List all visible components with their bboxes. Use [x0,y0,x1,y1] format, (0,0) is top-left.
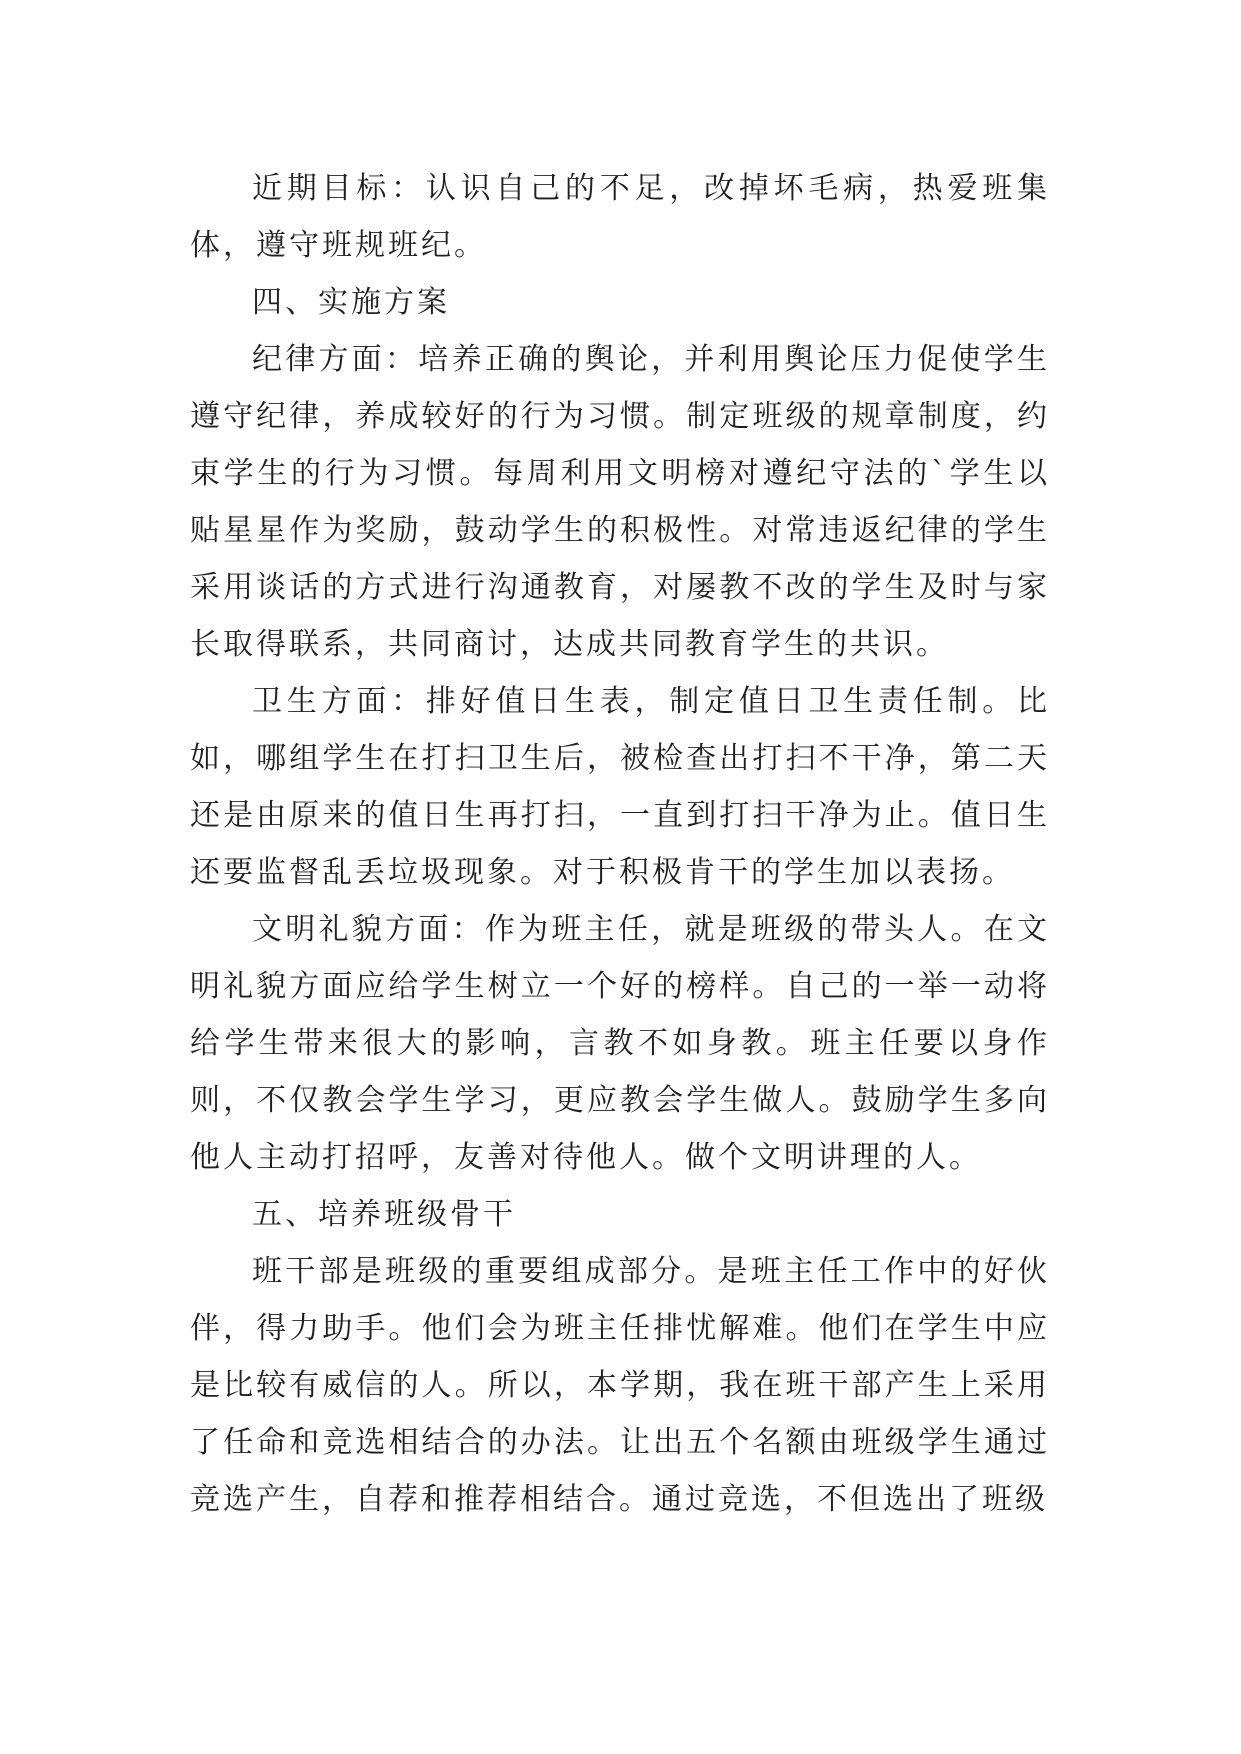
paragraph-near-term-goal: 近期目标：认识自己的不足，改掉坏毛病，热爱班集体，遵守班规班纪。 [190,171,1050,263]
section-heading-implementation-plan: 四、实施方案 [252,285,450,320]
paragraph-civility: 文明礼貌方面：作为班主任，就是班级的带头人。在文明礼貌方面应给学生树立一个好的榜样。自己的一举一动将给学生带来很大的影响，言教不如身教。班主任要以身作则，不仅教会学生学习，更应教会学生做人。鼓励学生多向他人主动打招呼，友善对待他人。做个文明讲理的人。 [190,912,1050,1175]
paragraph-hygiene: 卫生方面：排好值日生表，制定值日卫生责任制。比如，哪组学生在打扫卫生后，被检查出打扫不干净，第二天还是由原来的值日生再打扫，一直到打扫干净为止。值日生还要监督乱丢垃圾现象。对于积极肯干的学生加以表扬。 [190,684,1050,890]
paragraph-discipline: 纪律方面：培养正确的舆论，并利用舆论压力促使学生遵守纪律，养成较好的行为习惯。制定班级的规章制度，约束学生的行为习惯。每周利用文明榜对遵纪守法的`学生以贴星星作为奖励，鼓动学生的积极性。对常违返纪律的学生采用谈话的方式进行沟通教育，对屡教不改的学生及时与家长取得联系，共同商讨，达成共同教育学生的共识。 [190,342,1050,662]
paragraph-class-cadres: 班干部是班级的重要组成部分。是班主任工作中的好伙伴，得力助手。他们会为班主任排忧解难。他们在学生中应是比较有威信的人。所以，本学期，我在班干部产生上采用了任命和竞选相结合的办法。让出五个名额由班级学生通过竞选产生，自荐和推荐相结合。通过竞选，不但选出了班级 [190,1254,1050,1517]
document-body [190,160,1050,1528]
section-heading-class-leaders: 五、培养班级骨干 [252,1197,516,1232]
